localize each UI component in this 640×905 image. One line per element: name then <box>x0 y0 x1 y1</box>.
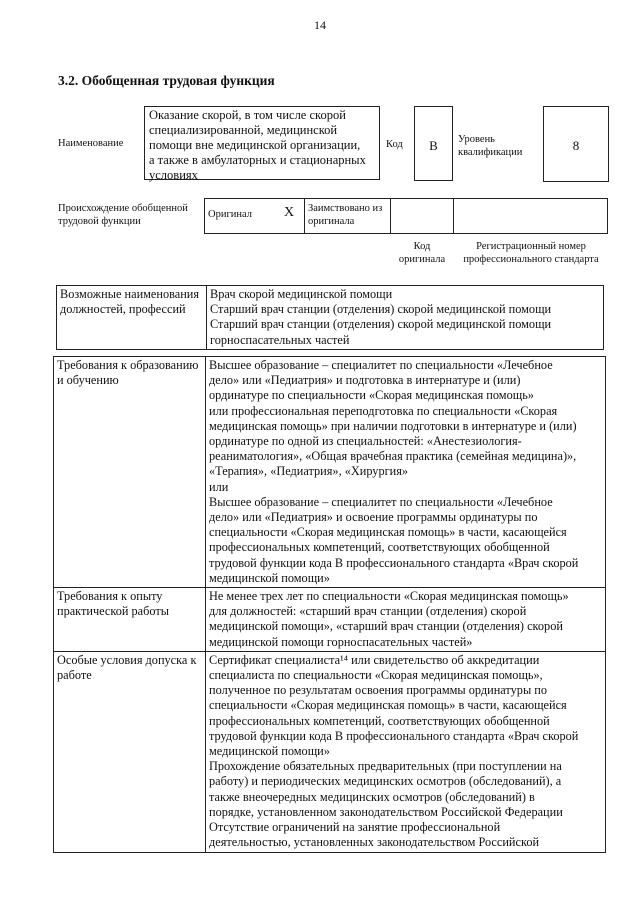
requirement-text-line: трудовой функции кода B профессионального стандарта «Врач скорой <box>209 555 579 570</box>
name-line: Оказание скорой, в том числе скорой <box>149 108 346 122</box>
requirement-text-line: дело» или «Педиатрия» и освоение программы ординатуры по <box>209 510 538 525</box>
origin-label-line: Происхождение обобщенной <box>58 203 188 214</box>
level-label-line: Уровень <box>458 134 495 145</box>
requirement-row <box>54 357 606 588</box>
page-number: 14 <box>314 18 326 32</box>
requirement-text-line: специальности «Скорая медицинская помощь» в части, касающейся <box>209 698 567 713</box>
requirement-text-line: медицинская помощь» при наличии подготовки в интернатуре и (или) <box>209 418 577 433</box>
requirement-text-line: или профессиональная переподготовка по специальности «Скорая <box>209 403 558 418</box>
level-label <box>458 133 522 159</box>
level-value: 8 <box>572 138 580 153</box>
requirement-text-line: трудовой функции кода B профессионального стандарта «Врач скорой <box>209 728 579 743</box>
positions-label <box>57 286 207 350</box>
requirement-text-line: Отсутствие ограничений на занятие профессиональной <box>209 820 501 835</box>
original-label: Оригинал <box>208 209 252 220</box>
positions-row <box>57 286 604 350</box>
name-line: условиях <box>149 168 198 182</box>
requirement-text-line: специальности «Скорая медицинская помощь» в части, касающейся <box>209 525 567 540</box>
requirement-label-line: работе <box>57 668 92 683</box>
requirement-text-line: дело» или «Педиатрия» и подготовка в интернатуре и (или) <box>209 373 521 388</box>
requirement-text-line: специалиста по специальности «Скорая медицинская помощь», <box>209 668 543 683</box>
requirement-label-line: Требования к опыту <box>57 589 163 604</box>
reg-caption-line: профессионального стандарта <box>463 254 599 265</box>
borrowed-label <box>308 202 382 228</box>
origin-label-line: трудовой функции <box>58 216 141 227</box>
requirement-text-line: полученное по результатам освоения программы ординатуры по <box>209 683 548 698</box>
section-title: 3.2. Обобщенная трудовая функция <box>58 73 275 88</box>
requirement-text <box>206 357 606 588</box>
position-line: горноспасательных частей <box>210 332 350 347</box>
positions-values <box>207 286 604 350</box>
requirement-text-line: Высшее образование – специалитет по специальности «Лечебное <box>209 494 553 509</box>
borrowed-label-line: оригинала <box>308 216 355 227</box>
position-line: Врач скорой медицинской помощи <box>210 287 393 301</box>
name-line: специализированной, медицинской <box>149 123 338 137</box>
requirement-text-line: порядке, установленном законодательством Российской Федерации <box>209 804 563 819</box>
requirement-text-line: Прохождение обязательных предварительных (при поступлении на <box>209 759 562 774</box>
requirement-row <box>54 588 606 652</box>
requirement-text <box>206 588 606 652</box>
origin-label <box>58 202 188 228</box>
requirement-label-line: Требования к образованию <box>57 358 199 372</box>
requirement-label <box>54 651 206 852</box>
requirement-label-line: и обучению <box>57 373 119 388</box>
requirement-text <box>206 651 606 852</box>
requirement-text-line: реаниматология», «Общая врачебная практика (семейная медицина)», <box>209 449 577 464</box>
requirement-text-line: профессиональных компетенций, соответствующих обобщенной <box>209 540 550 555</box>
name-line: помощи вне медицинской организации, <box>149 138 361 152</box>
requirement-text-line: «Терапия», «Педиатрия», «Хирургия» <box>209 464 409 479</box>
requirement-text-line: медицинской помощи» <box>209 744 330 759</box>
requirement-label-line: Особые условия допуска к <box>57 652 197 667</box>
name-line: а также в амбулаторных и стационарных <box>149 153 366 167</box>
borrowed-label-line: Заимствовано из <box>308 203 383 214</box>
level-label-line: квалификации <box>458 147 523 158</box>
name-value-box <box>144 106 380 180</box>
requirements-table <box>53 356 606 853</box>
original-mark: X <box>284 205 295 220</box>
requirement-text-line: Высшее образование – специалитет по специальности «Лечебное <box>209 358 553 372</box>
code-caption-line: Код <box>413 241 431 252</box>
requirement-text-line: медицинской помощи», «старший врач станции (отделения) скорой <box>209 619 563 634</box>
requirement-text-line: профессиональных компетенций, соответствующих обобщенной <box>209 713 550 728</box>
code-caption-line: оригинала <box>398 254 446 265</box>
position-line: Старший врач станции (отделения) скорой медицинской помощи <box>210 302 552 317</box>
reg-caption-line: Регистрационный номер <box>476 241 586 252</box>
origin-table <box>204 198 608 234</box>
requirement-text-line: Сертификат специалиста¹⁴ или свидетельство об аккредитации <box>209 652 540 667</box>
reg-caption <box>458 240 604 266</box>
requirement-text-line: или <box>209 479 229 494</box>
requirement-text-line: ординатуре по одной из специальностей: «Анестезиология- <box>209 434 522 449</box>
requirement-text-line: ординатуре по специальности «Скорая медицинская помощь» <box>209 388 534 403</box>
requirement-text-line: медицинской помощи горноспасательных частей» <box>209 634 473 649</box>
level-box <box>543 106 609 182</box>
code-box <box>414 106 453 181</box>
positions-label-line: должностей, профессий <box>60 302 186 317</box>
requirement-label <box>54 588 206 652</box>
requirement-text-line: для должностей: «старший врач станции (отделения) скорой <box>209 604 527 619</box>
requirement-text-line: Не менее трех лет по специальности «Скорая медицинская помощь» <box>209 589 569 604</box>
positions-label-line: Возможные наименования <box>60 287 200 301</box>
code-caption <box>395 240 449 266</box>
requirement-text-line: работу) и периодических медицинских осмотров (обследований), а <box>209 774 562 789</box>
requirement-text-line: деятельностью, установленных законодательством Российской <box>209 835 540 850</box>
requirement-label-line: практической работы <box>57 604 169 619</box>
requirement-label <box>54 357 206 588</box>
position-line: Старший врач станции (отделения) скорой медицинской помощи <box>210 317 552 332</box>
code-label: Код <box>386 139 403 150</box>
code-value: B <box>429 138 438 153</box>
positions-table <box>56 285 604 350</box>
name-label: Наименование <box>58 138 124 149</box>
requirement-text-line: также внеочередных медицинских осмотров (обследований) в <box>209 789 535 804</box>
requirement-text-line: медицинской помощи» <box>209 570 330 585</box>
requirement-row <box>54 651 606 852</box>
